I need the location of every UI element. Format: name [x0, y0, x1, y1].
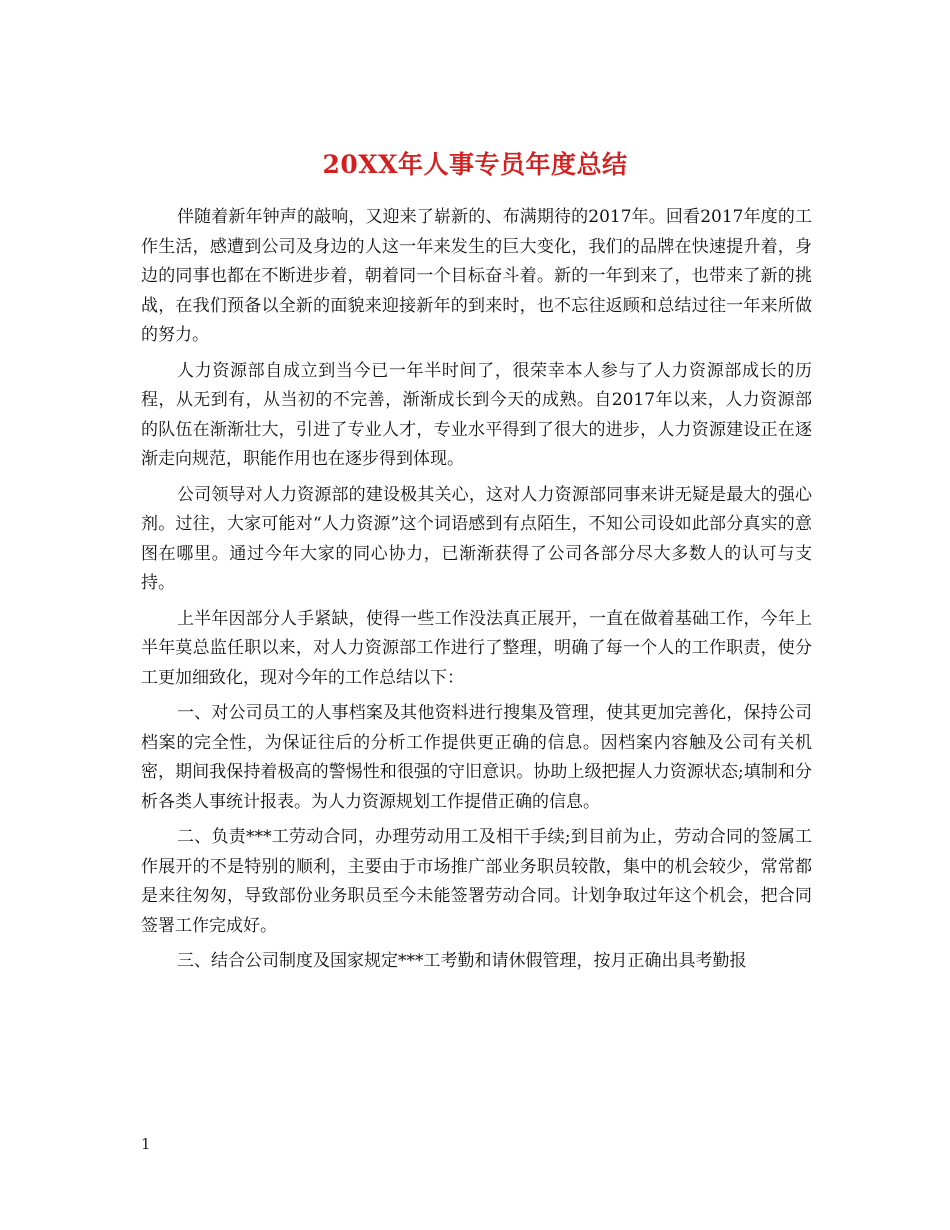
paragraph-leadership-support: 公司领导对人力资源部的建设极其关心，这对人力资源部同事来讲无疑是最大的强心剂。过往，大家可能对“人力资源”这个词语感到有点陌生，不知公司设如此部分真实的意图在哪里。通过今年大家的同心协力，已渐渐获得了公司各部分尽大多数人的认可与支持。	[141, 484, 812, 593]
paragraph-intro: 伴随着新年钟声的敲响，又迎来了崭新的、布满期待的2017年。回看2017年度的工作生活，感遭到公司及身边的人这一年来发生的巨大变化，我们的品牌在快速提升着，身边的同事也都在不断进步着，朝着同一个目标奋斗着。新的一年到来了，也带来了新的挑战，在我们预备以全新的面貌来迎接新年的到来时，也不忘往返顾和总结过往一年来所做的努力。	[141, 207, 812, 345]
paragraph-hr-history: 人力资源部自成立到当今已一年半时间了，很荣幸本人参与了人力资源部成长的历程，从无到有，从当初的不完善，渐渐成长到今天的成熟。自2017年以来，人力资源部的队伍在渐渐壮大，引进了专业人才，专业水平得到了很大的进步，人力资源建设正在逐渐走向规范，职能作用也在逐步得到体现。	[141, 360, 812, 469]
document-body	[141, 203, 812, 983]
document-title: 20XX年人事专员年度总结	[322, 149, 628, 179]
paragraph-first-half: 上半年因部分人手紧缺，使得一些工作没法真正展开，一直在做着基础工作，今年上半年莫总监任职以来，对人力资源部工作进行了整理，明确了每一个人的工作职责，使分工更加细致化，现对今年的工作总结以下：	[141, 608, 812, 688]
paragraph-item-three: 三、结合公司制度及国家规定***工考勤和请休假管理，按月正确出具考勤报	[177, 951, 747, 971]
paragraph-item-two: 二、负责***工劳动合同，办理劳动用工及相干手续;到目前为止，劳动合同的签属工作展开的不是特别的顺利，主要由于市场推广部业务职员较散，集中的机会较少，常常都是来往匆匆，导致部份业务职员至今未能签署劳动合同。计划争取过年这个机会，把合同签署工作完成好。	[141, 827, 812, 936]
paragraph-item-one: 一、对公司员工的人事档案及其他资料进行搜集及管理，使其更加完善化，保持公司档案的完全性，为保证往后的分析工作提供更正确的信息。因档案内容触及公司有关机密，期间我保持着极高的警惕性和很强的守旧意识。协助上级把握人力资源状态;填制和分析各类人事统计报表。为人力资源规划工作提借正确的信息。	[141, 703, 812, 812]
page-number: 1	[141, 1135, 151, 1153]
